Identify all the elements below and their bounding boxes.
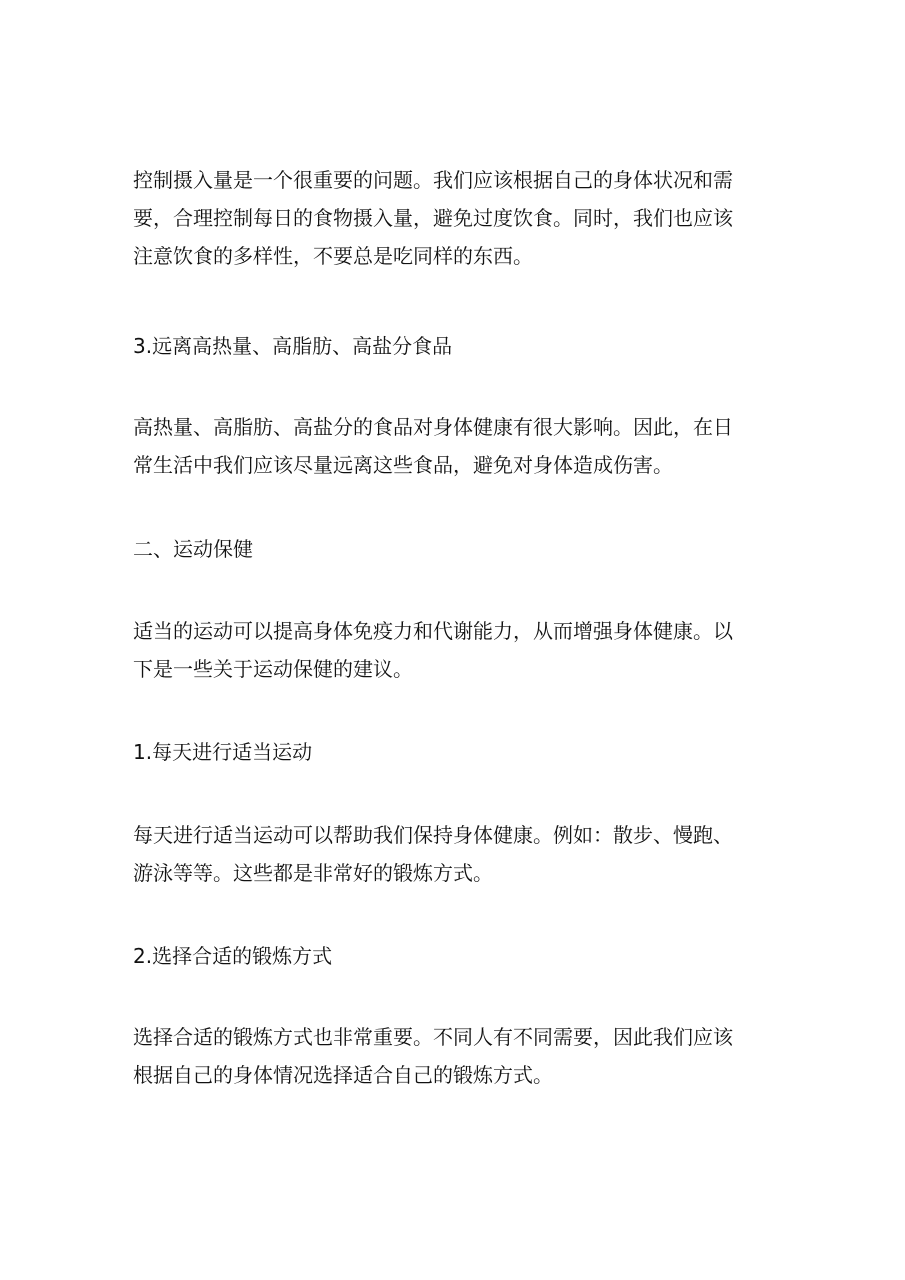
paragraph-line: 常生活中我们应该尽量远离这些食品，避免对身体造成伤害。	[133, 453, 673, 477]
paragraph-line: 要，合理控制每日的食物摄入量，避免过度饮食。同时，我们也应该	[133, 206, 733, 230]
paragraph-line: 适当的运动可以提高身体免疫力和代谢能力，从而增强身体健康。以	[133, 619, 733, 643]
subheading-avoid-foods	[133, 327, 773, 365]
paragraph-line: 选择合适的锻炼方式也非常重要。不同人有不同需要，因此我们应该	[133, 1025, 733, 1049]
paragraph-line: 下是一些关于运动保健的建议。	[133, 657, 413, 681]
paragraph-exercise-intro	[133, 612, 773, 688]
section-title-text: 二、运动保健	[133, 537, 253, 561]
paragraph-line: 注意饮食的多样性，不要总是吃同样的东西。	[133, 244, 533, 268]
paragraph-intake-control	[133, 161, 773, 275]
subheading-choose-exercise	[133, 937, 773, 975]
paragraph-avoid-foods	[133, 408, 773, 484]
subheading-text: 2.选择合适的锻炼方式	[133, 944, 333, 968]
paragraph-choose-exercise	[133, 1018, 773, 1094]
paragraph-daily-exercise	[133, 816, 773, 892]
paragraph-line: 游泳等等。这些都是非常好的锻炼方式。	[133, 861, 493, 885]
subheading-text: 3.远离高热量、高脂肪、高盐分食品	[133, 334, 453, 358]
section-title-exercise	[133, 530, 773, 568]
paragraph-line: 每天进行适当运动可以帮助我们保持身体健康。例如：散步、慢跑、	[133, 823, 733, 847]
subheading-text: 1.每天进行适当运动	[133, 740, 313, 764]
paragraph-line: 根据自己的身体情况选择适合自己的锻炼方式。	[133, 1063, 553, 1087]
subheading-daily-exercise	[133, 733, 773, 771]
paragraph-line: 高热量、高脂肪、高盐分的食品对身体健康有很大影响。因此，在日	[133, 415, 733, 439]
paragraph-line: 控制摄入量是一个很重要的问题。我们应该根据自己的身体状况和需	[133, 168, 733, 192]
